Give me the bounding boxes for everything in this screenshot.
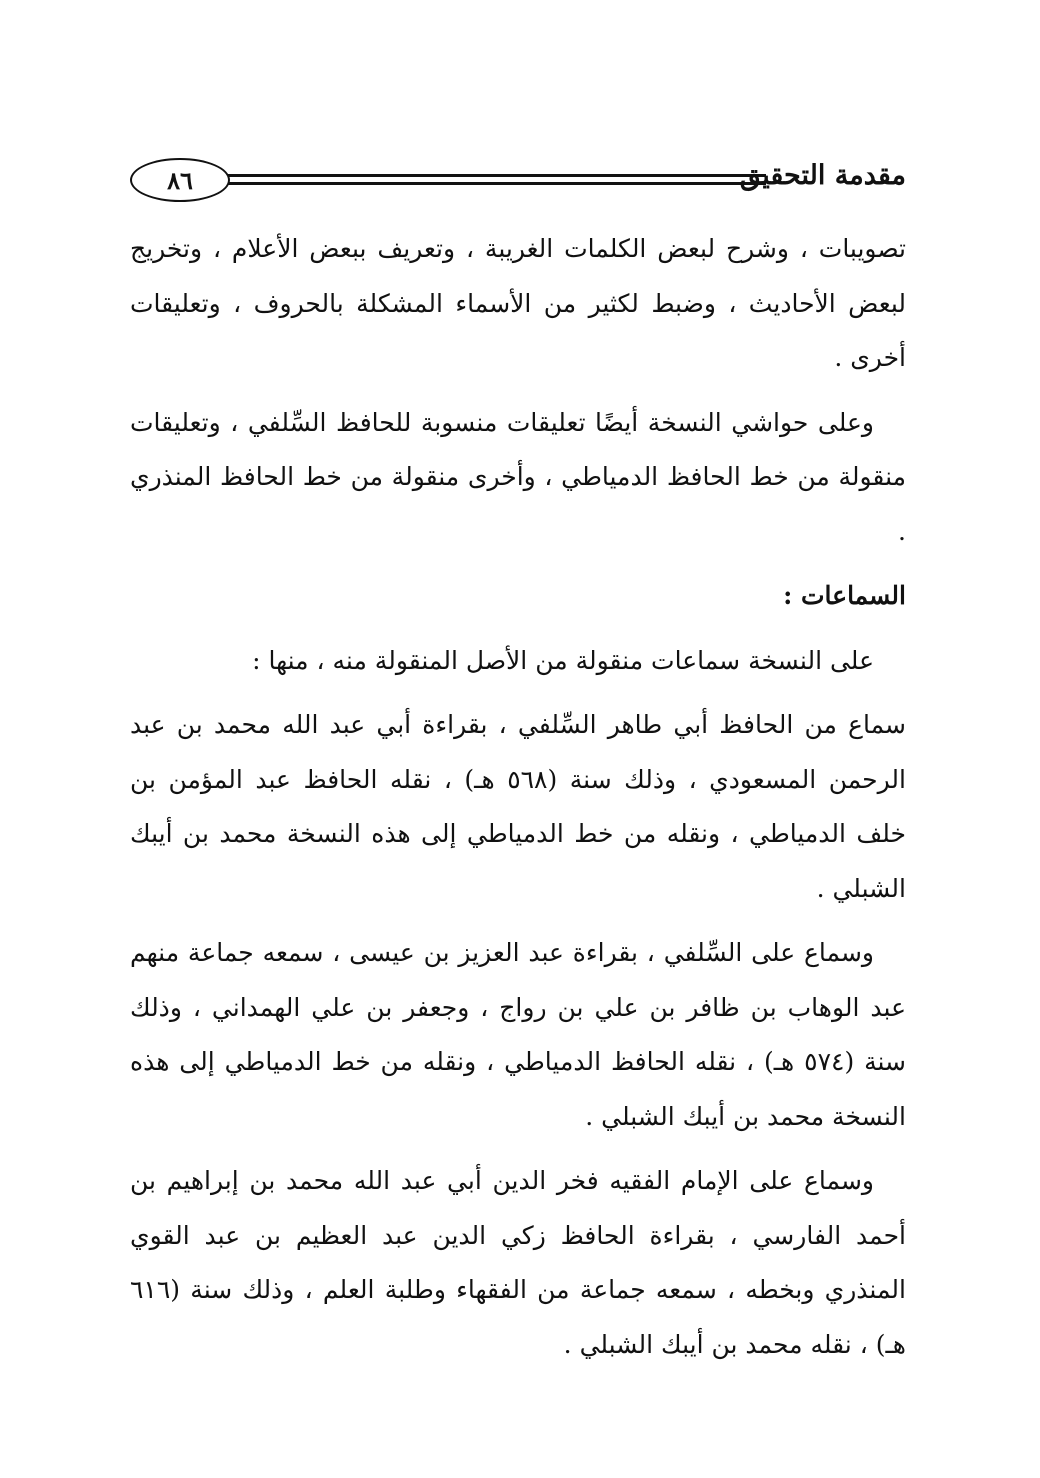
paragraph-samaa-3: وسماع على الإمام الفقيه فخر الدين أبي عبد الله محمد بن إبراهيم بن أحمد الفارسي ، بقراءة الحافظ زكي الدين عبد العظيم بن عبد القوي المنذري وبخطه ، سمعه جماعة من الفقهاء وطلبة العلم ، وذلك سنة (٦١٦ هـ) ، نقله محمد بن أيبك الشبلي .: [130, 1166, 906, 1359]
page-header: [130, 148, 906, 212]
header-rule-top: [228, 174, 766, 177]
paragraph-samaa-1: سماع من الحافظ أبي طاهر السِّلفي ، بقراءة أبي عبد الله محمد بن عبد الرحمن المسعودي ، وذلك سنة (٥٦٨ هـ) ، نقله الحافظ عبد المؤمن بن خلف الدمياطي ، ونقله من خط الدمياطي إلى هذه النسخة محمد بن أيبك الشبلي .: [130, 710, 906, 903]
heading-samaat: السماعات :: [783, 581, 906, 610]
paragraph-corrections: تصويبات ، وشرح لبعض الكلمات الغريبة ، وتعريف ببعض الأعلام ، وتخريج لبعض الأحاديث ، وضبط لكثير من الأسماء المشكلة بالحروف ، وتعليقات أخرى .: [130, 234, 906, 372]
paragraph-samaat-intro: على النسخة سماعات منقولة من الأصل المنقولة منه ، منها :: [252, 645, 874, 675]
page-number: ٨٦: [130, 158, 230, 202]
page-body: [130, 222, 906, 1382]
paragraph-margin-notes: وعلى حواشي النسخة أيضًا تعليقات منسوبة للحافظ السِّلفي ، وتعليقات منقولة من خط الحافظ الدمياطي ، وأخرى منقولة من خط الحافظ المنذري .: [130, 407, 906, 546]
header-rule-bottom: [228, 182, 766, 185]
paragraph-samaa-2: وسماع على السِّلفي ، بقراءة عبد العزيز بن عيسى ، سمعه جماعة منهم عبد الوهاب بن ظافر بن علي بن رواج ، وجعفر بن علي الهمداني ، وذلك سنة (٥٧٤ هـ) ، نقله الحافظ الدمياطي ، ونقله من خط الدمياطي إلى هذه النسخة محمد بن أيبك الشبلي .: [130, 938, 906, 1131]
section-title: مقدمة التحقيق: [739, 160, 906, 191]
